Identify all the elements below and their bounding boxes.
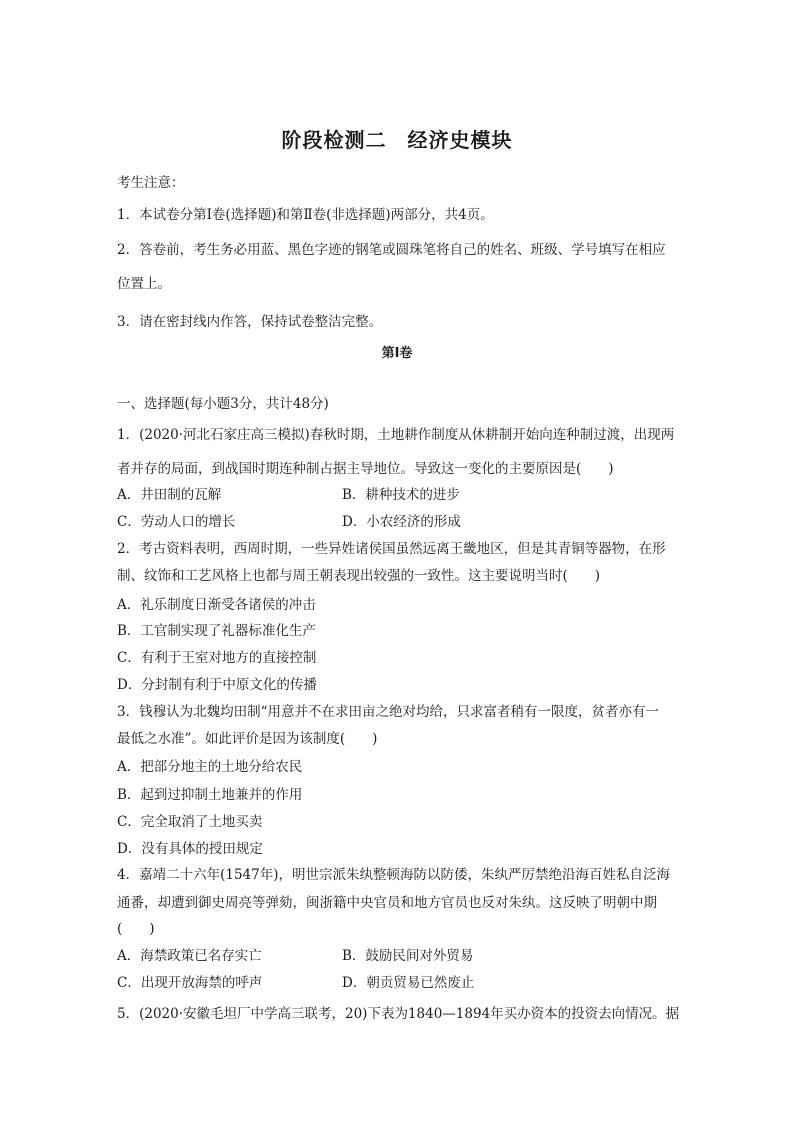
question-2-option-a: A．礼乐制度日渐受各诸侯的冲击 — [117, 597, 316, 613]
question-4-option-c: C．出现开放海禁的呼声 — [117, 975, 263, 991]
volume-label: 第Ⅰ卷 — [381, 346, 413, 361]
question-1-line: 者并存的局面，到战国时期连种制占据主导地位。导致这一变化的主要原因是( ) — [117, 461, 614, 477]
question-3-option-c: C．完全取消了土地买卖 — [117, 814, 263, 830]
question-1-option-d: D．小农经济的形成 — [342, 514, 461, 530]
notice-heading: 考生注意： — [117, 175, 185, 191]
question-5-line: 5．(2020·安徽毛坦厂中学高三联考，20)下表为1840—1894年买办资本的投资去向情况。据 — [117, 1006, 680, 1022]
question-4-option-d: D．朝贡贸易已然废止 — [342, 975, 475, 991]
question-2-option-d: D．分封制有利于中原文化的传播 — [117, 677, 317, 693]
question-2-option-b: B．工官制实现了礼器标准化生产 — [117, 623, 316, 639]
question-4-option-b: B．鼓励民间对外贸易 — [342, 948, 474, 964]
question-2-line: 制、纹饰和工艺风格上也都与周王朝表现出较强的一致性。这主要说明当时( ) — [117, 568, 601, 584]
page-title: 阶段检测二 经济史模块 — [281, 128, 513, 152]
notice-item: 1．本试卷分第Ⅰ卷(选择题)和第Ⅱ卷(非选择题)两部分，共4页。 — [117, 207, 494, 223]
question-3-option-b: B．起到过抑制土地兼并的作用 — [117, 787, 303, 803]
question-4-line: 通番，却遭到御史周亮等弹劾，闽浙籍中央官员和地方官员也反对朱纨。这反映了明朝中期 — [117, 895, 657, 911]
question-2-line: 2．考古资料表明，西周时期，一些异姓诸侯国虽然远离王畿地区，但是其青铜等器物，在形 — [117, 541, 666, 557]
question-3-option-d: D．没有具体的授田规定 — [117, 841, 263, 857]
question-3-line: 最低之水准”。如此评价是因为该制度( ) — [117, 731, 378, 747]
question-1-line: 1．(2020·河北石家庄高三模拟)春秋时期，土地耕作制度从休耕制开始向连种制过渡，出现两 — [117, 427, 675, 443]
question-1-option-a: A．井田制的瓦解 — [117, 487, 222, 503]
question-1-option-b: B．耕种技术的进步 — [342, 487, 460, 503]
question-4-line: ( ) — [117, 921, 155, 937]
question-4-option-a: A．海禁政策已名存实亡 — [117, 948, 262, 964]
notice-item: 2．答卷前，考生务必用蓝、黑色字迹的钢笔或圆珠笔将自己的姓名、班级、学号填写在相应 — [117, 242, 666, 258]
question-3-option-a: A．把部分地主的土地分给农民 — [117, 759, 303, 775]
section-heading: 一、选择题(每小题3分，共计48分) — [117, 396, 329, 412]
question-2-option-c: C．有利于王室对地方的直接控制 — [117, 650, 317, 666]
notice-item: 位置上。 — [117, 276, 171, 292]
notice-item: 3．请在密封线内作答，保持试卷整洁完整。 — [117, 314, 383, 330]
question-1-option-c: C．劳动人口的增长 — [117, 514, 236, 530]
question-4-line: 4．嘉靖二十六年(1547年)，明世宗派朱纨整顿海防以防倭，朱纨严厉禁绝沿海百姓私自泛海 — [117, 867, 670, 883]
question-3-line: 3．钱穆认为北魏均田制“用意并不在求田亩之绝对均给，只求富者稍有一限度，贫者亦有一 — [117, 704, 659, 720]
